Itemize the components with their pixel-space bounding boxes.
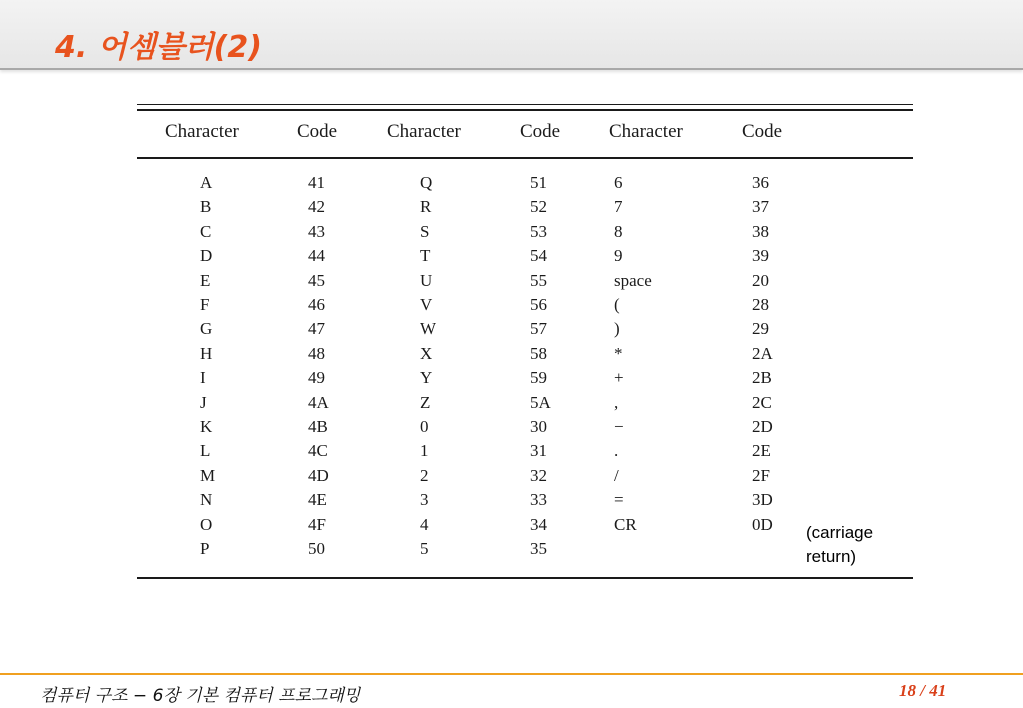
code-cell: 56: [530, 295, 547, 314]
character-cell: ,: [614, 392, 619, 412]
code-cell: 58: [530, 343, 547, 363]
character-cell: Y: [420, 368, 433, 388]
carriage-return-note-line2: return): [806, 547, 857, 566]
code-cell: 44: [308, 246, 325, 266]
character-cell: J: [200, 392, 207, 412]
character-cell: .: [614, 441, 619, 461]
code-cell: 42: [308, 197, 325, 217]
code-cell: 2F: [752, 465, 770, 485]
code-cell: 20: [752, 270, 769, 290]
code-cell: 35: [530, 539, 547, 558]
character-cell: *: [614, 343, 623, 363]
character-cell: K: [200, 417, 213, 436]
code-cell: 30: [530, 417, 547, 436]
code-cell: 59: [530, 368, 547, 388]
code-cell: 50: [308, 539, 325, 558]
character-cell: −: [614, 417, 624, 436]
character-cell: +: [614, 368, 624, 388]
code-cell: 33: [530, 490, 547, 510]
code-cell: 28: [752, 295, 769, 314]
character-cell: F: [200, 295, 210, 314]
code-cell: 3D: [752, 490, 773, 510]
character-cell: R: [420, 197, 432, 217]
character-cell: V: [420, 295, 433, 314]
character-cell: 5: [420, 539, 429, 558]
character-cell: Z: [420, 392, 431, 412]
code-cell: 4B: [308, 417, 328, 436]
code-cell: 4D: [308, 465, 329, 485]
code-cell: 52: [530, 197, 547, 217]
character-cell: ): [614, 319, 620, 339]
code-cell: 2E: [752, 441, 771, 461]
character-cell: W: [420, 319, 437, 339]
code-cell: 53: [530, 221, 547, 241]
code-cell: 46: [308, 295, 325, 314]
character-cell: 4: [420, 514, 429, 534]
character-cell: H: [200, 343, 213, 363]
character-cell: /: [614, 465, 619, 485]
carriage-return-note: [806, 521, 873, 569]
header-code-1: Code: [297, 121, 338, 142]
code-cell: 37: [752, 197, 769, 217]
character-cell: U: [420, 270, 433, 290]
header-character-1: Character: [165, 121, 239, 142]
code-cell: 55: [530, 270, 547, 290]
character-cell: 2: [420, 465, 429, 485]
code-cell: 4F: [308, 514, 326, 534]
code-cell: 36: [752, 173, 769, 192]
code-cell: 49: [308, 368, 325, 388]
character-cell: N: [200, 490, 213, 510]
character-cell: I: [200, 368, 206, 388]
character-cell: T: [420, 246, 431, 266]
code-cell: 51: [530, 173, 547, 192]
code-cell: 2A: [752, 343, 773, 363]
page-number: 18 / 41: [899, 681, 947, 700]
footer-course-title: 컴퓨터 구조 − 6장 기본 컴퓨터 프로그래밍: [40, 686, 361, 706]
slide-title: 4. 어셈블러(2): [55, 30, 262, 65]
header-code-3: Code: [742, 121, 783, 142]
header-character-3: Character: [609, 121, 683, 142]
character-cell: Q: [420, 173, 433, 192]
code-cell: 29: [752, 319, 769, 339]
code-cell: 41: [308, 173, 325, 192]
code-cell: 43: [308, 221, 325, 241]
code-cell: 54: [530, 246, 547, 266]
character-cell: 0: [420, 417, 429, 436]
code-cell: 57: [530, 319, 547, 339]
character-cell: P: [200, 539, 210, 558]
header-code-2: Code: [520, 121, 561, 142]
code-cell: 48: [308, 343, 325, 363]
character-cell: 7: [614, 197, 623, 217]
code-cell: 45: [308, 270, 325, 290]
code-cell: 2C: [752, 392, 772, 412]
character-cell: CR: [614, 514, 637, 534]
character-cell: X: [420, 343, 433, 363]
character-cell: O: [200, 514, 213, 534]
character-cell: space: [614, 270, 652, 290]
code-cell: 2B: [752, 368, 772, 388]
character-cell: 8: [614, 221, 623, 241]
header-character-2: Character: [387, 121, 461, 142]
character-cell: 1: [420, 441, 429, 461]
character-cell: D: [200, 246, 213, 266]
code-cell: 31: [530, 441, 547, 461]
code-cell: 34: [530, 514, 547, 534]
character-cell: E: [200, 270, 211, 290]
character-cell: 9: [614, 246, 623, 266]
code-cell: 39: [752, 246, 769, 266]
character-cell: L: [200, 441, 211, 461]
character-cell: C: [200, 221, 212, 241]
code-cell: 4E: [308, 490, 327, 510]
code-cell: 4A: [308, 392, 329, 412]
code-cell: 4C: [308, 441, 328, 461]
character-cell: =: [614, 490, 624, 510]
footer-divider: [0, 673, 1023, 675]
character-cell: G: [200, 319, 213, 339]
code-cell: 38: [752, 221, 769, 241]
code-cell: 5A: [530, 392, 551, 412]
character-cell: M: [200, 465, 216, 485]
character-cell: B: [200, 197, 212, 217]
carriage-return-note-line1: (carriage: [806, 523, 874, 542]
code-cell: 47: [308, 319, 325, 339]
code-cell: 32: [530, 465, 547, 485]
character-cell: 3: [420, 490, 429, 510]
character-cell: S: [420, 221, 430, 241]
character-cell: A: [200, 173, 213, 192]
character-cell: (: [614, 295, 620, 314]
character-cell: 6: [614, 173, 623, 192]
code-cell: 0D: [752, 514, 773, 534]
code-cell: 2D: [752, 417, 773, 436]
